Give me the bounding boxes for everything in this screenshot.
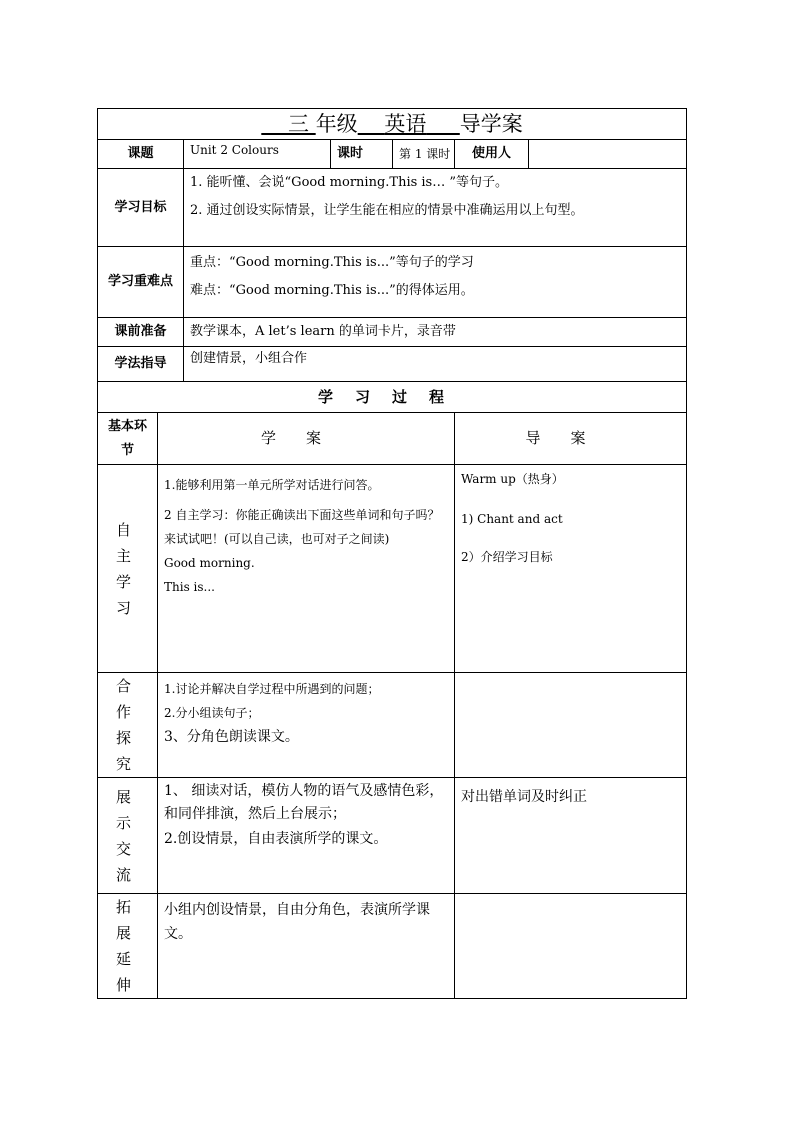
stage-column-header: 基本环节 (98, 413, 158, 465)
section-label-presentation: 展示交流 (98, 778, 158, 894)
grade-value: 三 (288, 112, 309, 136)
goal-item: 1. 能听懂、会说“Good morning.This is… ”等句子。 (190, 175, 509, 190)
doc-type: 导学案 (459, 112, 523, 136)
guide-column-header: 导案 (455, 413, 687, 465)
presentation-guide (455, 778, 687, 894)
key-point-item: 重点：“Good morning.This is...”等句子的学习 (190, 255, 474, 270)
key-point-item: 难点：“Good morning.This is...”的得体运用。 (190, 282, 474, 298)
cooperation-guide (455, 673, 687, 778)
plan-column-header: 学案 (158, 413, 455, 465)
plan-line: Good morning. (164, 556, 255, 570)
document-title (98, 109, 687, 140)
guide-line: 2）介绍学习目标 (461, 550, 553, 564)
section-label-cooperation: 合作探究 (98, 673, 158, 778)
prep-text: 教学课本，A let’s learn 的单词卡片，录音带 (184, 318, 687, 347)
guide-line: Warm up（热身） (461, 472, 564, 486)
section-label-extension: 拓展延伸 (98, 894, 158, 999)
user-value (529, 140, 687, 169)
topic-value: Unit 2 Colours (184, 140, 331, 169)
extension-plan (158, 894, 455, 999)
key-points-label: 学习重难点 (98, 247, 184, 318)
guide-line: 对出错单词及时纠正 (461, 789, 587, 805)
period-value: 第 1 课时 (393, 140, 455, 169)
plan-line: 3、分角色朗读课文。 (164, 729, 299, 745)
grade-suffix: 年级 (315, 112, 358, 136)
plan-line: 1、 细读对话，模仿人物的语气及感情色彩，和同伴排演，然后上台展示； (164, 783, 444, 822)
plan-line: 小组内创设情景，自由分角色，表演所学课文。 (164, 902, 430, 942)
plan-line: 1.能够利用第一单元所学对话进行问答。 (164, 478, 380, 492)
method-text: 创建情景，小组合作 (184, 347, 687, 382)
process-heading: 学习过程 (98, 382, 687, 413)
plan-line: 2 自主学习：你能正确读出下面这些单词和句子吗？来试试吧！(可以自己读，也可对子之间读) (164, 508, 440, 546)
goals-content (184, 169, 687, 247)
self-study-guide (455, 465, 687, 673)
cooperation-plan (158, 673, 455, 778)
plan-line: This is... (164, 580, 215, 594)
guide-line: 1) Chant and act (461, 512, 563, 526)
user-label: 使用人 (455, 140, 529, 169)
plan-line: 1.讨论并解决自学过程中所遇到的问题； (164, 682, 380, 696)
goals-label: 学习目标 (98, 169, 184, 247)
period-label: 课时 (331, 140, 393, 169)
key-points-content (184, 247, 687, 318)
section-label-self-study: 自主学习 (98, 465, 158, 673)
method-label: 学法指导 (98, 347, 184, 382)
plan-line: 2.创设情景，自由表演所学的课文。 (164, 831, 388, 847)
extension-guide (455, 894, 687, 999)
plan-line: 2.分小组读句子； (164, 706, 260, 720)
subject-value: 英语 (384, 112, 427, 136)
study-guide-table (97, 108, 687, 999)
topic-label: 课题 (98, 140, 184, 169)
study-guide-sheet (97, 108, 686, 999)
prep-label: 课前准备 (98, 318, 184, 347)
presentation-plan (158, 778, 455, 894)
goal-item: 2. 通过创设实际情景，让学生能在相应的情景中准确运用以上句型。 (190, 202, 584, 218)
self-study-plan (158, 465, 455, 673)
